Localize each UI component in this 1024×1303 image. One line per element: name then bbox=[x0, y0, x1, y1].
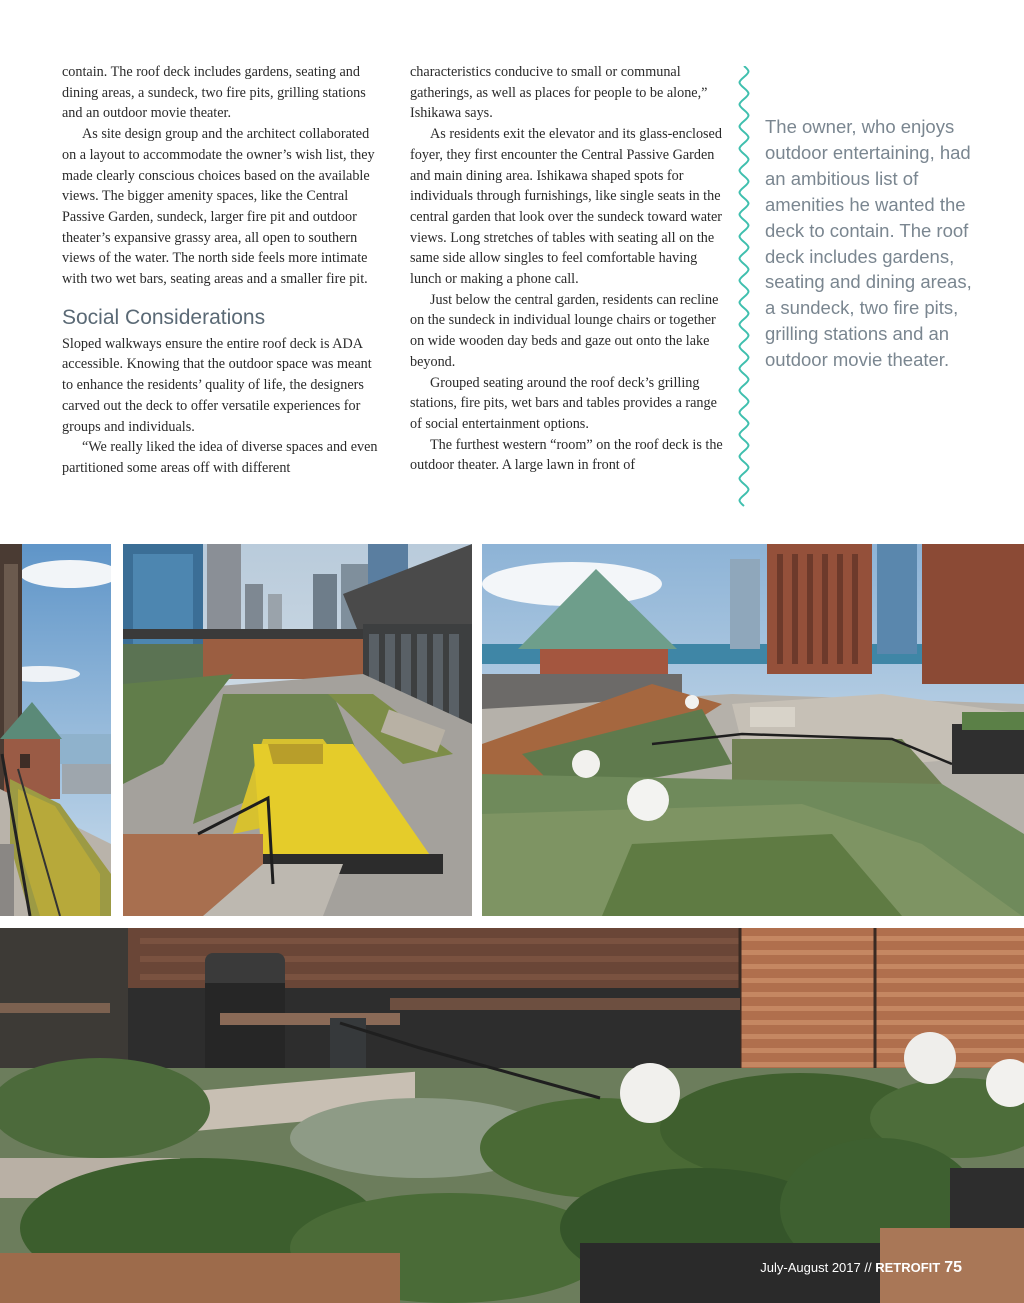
article-column-2 bbox=[410, 62, 732, 476]
photo-rooftop-edge bbox=[0, 544, 111, 916]
squiggle-divider bbox=[736, 66, 752, 510]
body-paragraph: “We really liked the idea of diverse spaces and even partitioned some areas off with different bbox=[62, 439, 378, 476]
section-heading: Social Considerations bbox=[62, 305, 266, 329]
body-paragraph: As residents exit the elevator and its glass-enclosed foyer, they first encounter the Central Passive Garden and main dining area. Ishikawa shaped spots for individuals through furnishings, like single seats in the central garden that look over the sundeck toward water views. Long stretches of tables with seating all on the same side allow singles to feel comfortable having lunch or making a phone call. bbox=[410, 126, 723, 288]
photo-dining-grill-area bbox=[0, 928, 1024, 1303]
page-footer bbox=[760, 1259, 962, 1277]
body-paragraph: As site design group and the architect collaborated on a layout to accommodate the owner’s wish list, they made clearly conscious choices based on the available views. The bigger amenity spaces, like the Central Passive Garden, sundeck, larger fire pit and outdoor theater’s expansive grassy area, all open to southern views of the water. The north side feels more intimate with two wet bars, seating areas and a smaller fire pit. bbox=[62, 126, 375, 288]
photo-central-garden bbox=[123, 544, 472, 916]
body-paragraph: The furthest western “room” on the roof deck is the outdoor theater. A large lawn in front of bbox=[410, 436, 723, 474]
body-paragraph: characteristics conducive to small or communal gatherings, as well as places for people to be alone,” Ishikawa says. bbox=[410, 64, 708, 122]
issue-date: July-August 2017 // bbox=[760, 1260, 876, 1275]
body-paragraph: Just below the central garden, residents can recline on the sundeck in individual lounge chairs or together on wide wooden day beds and gaze out onto the lake beyond. bbox=[410, 291, 719, 370]
magazine-name: RETROFIT bbox=[875, 1260, 941, 1275]
photo-sundeck-fire-pit bbox=[482, 544, 1024, 916]
page-number: 75 bbox=[944, 1259, 962, 1276]
article-column-1 bbox=[62, 62, 380, 479]
body-paragraph: Sloped walkways ensure the entire roof deck is ADA accessible. Knowing that the outdoor space was meant to enhance the residents’ quality of life, the designers carved out the deck to offer versatile experiences for groups and individuals. bbox=[62, 335, 372, 435]
body-paragraph: contain. The roof deck includes gardens, seating and dining areas, a sundeck, two fire pits, grilling stations and an outdoor movie theater. bbox=[62, 64, 366, 122]
body-paragraph: Grouped seating around the roof deck’s grilling stations, fire pits, wet bars and tables provides a range of social entertainment options. bbox=[410, 374, 717, 432]
pull-quote: The owner, who enjoys outdoor entertaining, had an ambitious list of amenities he wanted the deck to contain. The roof deck includes gardens, seating and dining areas, a sundeck, two fire pits, grilling stations and an outdoor movie theater. bbox=[765, 116, 972, 371]
